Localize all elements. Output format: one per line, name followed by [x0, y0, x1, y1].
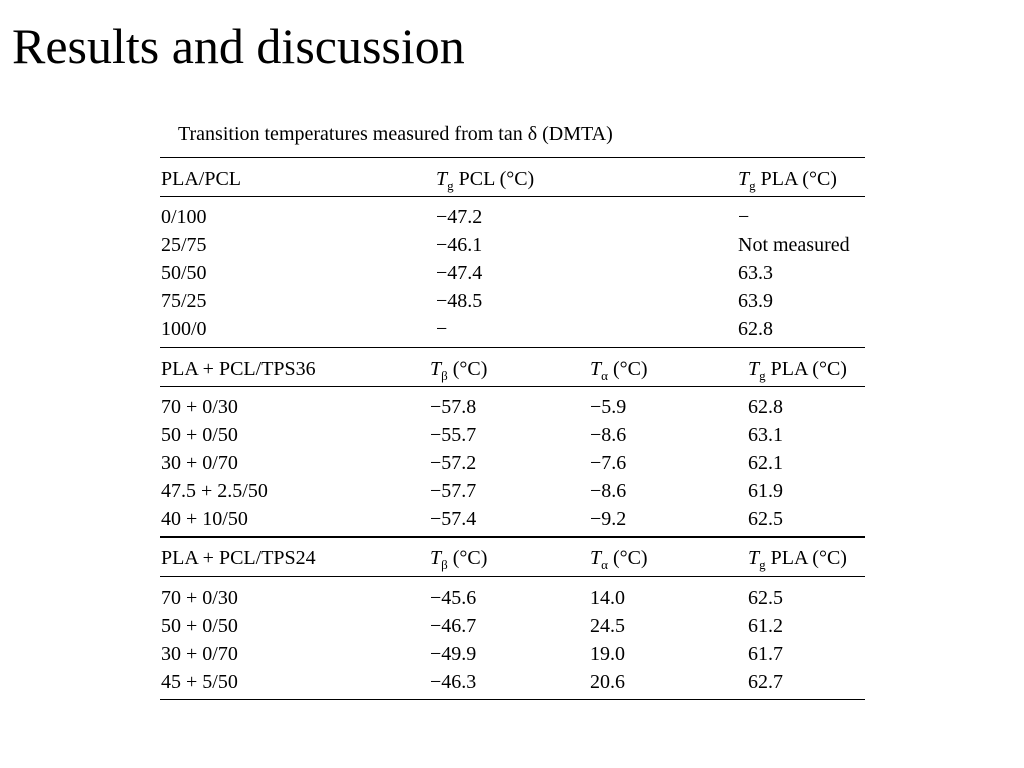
table-cell: −5.9 [590, 396, 627, 418]
header-t-beta-symbol: T [430, 358, 442, 380]
header-t-beta-subscript: β [441, 368, 448, 383]
header-tg-pla [738, 166, 837, 192]
header-t-alpha-symbol: T [590, 547, 602, 569]
table-cell: 61.7 [748, 643, 783, 665]
header-tg-pcl-subscript: g [447, 178, 454, 193]
table-cell: 50 + 0/50 [161, 424, 238, 446]
table-cell: 0/100 [161, 206, 207, 228]
table-cell: 62.7 [748, 671, 783, 693]
header-tg-pla-unit: PLA (°C) [755, 168, 837, 190]
table-cell: − [436, 318, 448, 340]
table-cell: −57.8 [430, 396, 477, 418]
header-t-beta-unit: (°C) [447, 547, 488, 569]
table-cell: −46.7 [430, 615, 477, 637]
header-t-alpha-symbol: T [590, 358, 602, 380]
table-cell: −55.7 [430, 424, 477, 446]
table-cell: −57.4 [430, 508, 477, 530]
header-tg-pla-symbol: T [738, 168, 750, 190]
header-t-alpha [590, 545, 648, 571]
table-cell: 63.9 [738, 290, 773, 312]
header-tg-pcl [436, 166, 534, 192]
header-tg-pla-subscript: g [749, 178, 756, 193]
header-t-alpha-subscript: α [601, 368, 608, 383]
table-cell: 50/50 [161, 262, 207, 284]
header-composition: PLA + PCL/TPS36 [161, 358, 316, 380]
table-cell: −57.7 [430, 480, 477, 502]
header-t-alpha-subscript: α [601, 557, 608, 572]
table-caption: Transition temperatures measured from tan δ (DMTA) [178, 123, 613, 145]
header-t-beta-symbol: T [430, 547, 442, 569]
section2-header-rule [160, 386, 865, 387]
table-cell: −46.3 [430, 671, 477, 693]
header-tg-pcl-symbol: T [436, 168, 448, 190]
table-cell: −46.1 [436, 234, 483, 256]
header-tg-pla-symbol: T [748, 358, 760, 380]
table-top-rule [160, 157, 865, 158]
table-cell: 61.9 [748, 480, 783, 502]
table-cell: −47.4 [436, 262, 483, 284]
table-cell: 63.3 [738, 262, 773, 284]
section2-end-rule [160, 536, 865, 538]
header-tg-pcl-unit: PCL (°C) [453, 168, 535, 190]
header-t-alpha-unit: (°C) [607, 547, 648, 569]
table-cell: 50 + 0/50 [161, 615, 238, 637]
header-tg-pla-subscript: g [759, 557, 766, 572]
header-t-alpha-unit: (°C) [607, 358, 648, 380]
header-t-beta-unit: (°C) [447, 358, 488, 380]
table-cell: 24.5 [590, 615, 625, 637]
table-cell: 19.0 [590, 643, 625, 665]
section1-header-rule [160, 196, 865, 197]
header-t-beta [430, 545, 487, 571]
table-cell: 63.1 [748, 424, 783, 446]
header-composition: PLA/PCL [161, 168, 242, 190]
table-cell: 75/25 [161, 290, 207, 312]
table-cell: −7.6 [590, 452, 627, 474]
table-cell: 61.2 [748, 615, 783, 637]
table-cell: 20.6 [590, 671, 625, 693]
table-cell: −48.5 [436, 290, 483, 312]
table-cell: −57.2 [430, 452, 477, 474]
slide-title: Results and discussion [12, 18, 465, 74]
table-cell: 62.8 [738, 318, 773, 340]
table-cell: 62.1 [748, 452, 783, 474]
table-cell: Not measured [738, 234, 850, 256]
header-tg-pla [748, 545, 847, 571]
table-cell: −8.6 [590, 424, 627, 446]
table-cell: −9.2 [590, 508, 627, 530]
header-composition: PLA + PCL/TPS24 [161, 547, 316, 569]
header-tg-pla-symbol: T [748, 547, 760, 569]
header-tg-pla-unit: PLA (°C) [765, 547, 847, 569]
table-cell: −49.9 [430, 643, 477, 665]
header-t-alpha [590, 356, 648, 382]
table-cell: −8.6 [590, 480, 627, 502]
table-cell: 62.5 [748, 587, 783, 609]
section1-end-rule [160, 347, 865, 348]
table-cell: − [738, 206, 750, 228]
table-cell: 70 + 0/30 [161, 587, 238, 609]
table-cell: 47.5 + 2.5/50 [161, 480, 268, 502]
table-cell: 14.0 [590, 587, 625, 609]
table-cell: 100/0 [161, 318, 207, 340]
table-cell: −47.2 [436, 206, 483, 228]
table-cell: 70 + 0/30 [161, 396, 238, 418]
table-cell: 62.5 [748, 508, 783, 530]
table-bottom-rule [160, 699, 865, 700]
table-cell: 30 + 0/70 [161, 643, 238, 665]
header-tg-pla [748, 356, 847, 382]
table-cell: −45.6 [430, 587, 477, 609]
header-t-beta [430, 356, 487, 382]
header-t-beta-subscript: β [441, 557, 448, 572]
table-cell: 40 + 10/50 [161, 508, 248, 530]
header-tg-pla-subscript: g [759, 368, 766, 383]
table-cell: 45 + 5/50 [161, 671, 238, 693]
table-cell: 30 + 0/70 [161, 452, 238, 474]
section3-header-rule [160, 576, 865, 577]
header-tg-pla-unit: PLA (°C) [765, 358, 847, 380]
table-cell: 25/75 [161, 234, 207, 256]
table-cell: 62.8 [748, 396, 783, 418]
